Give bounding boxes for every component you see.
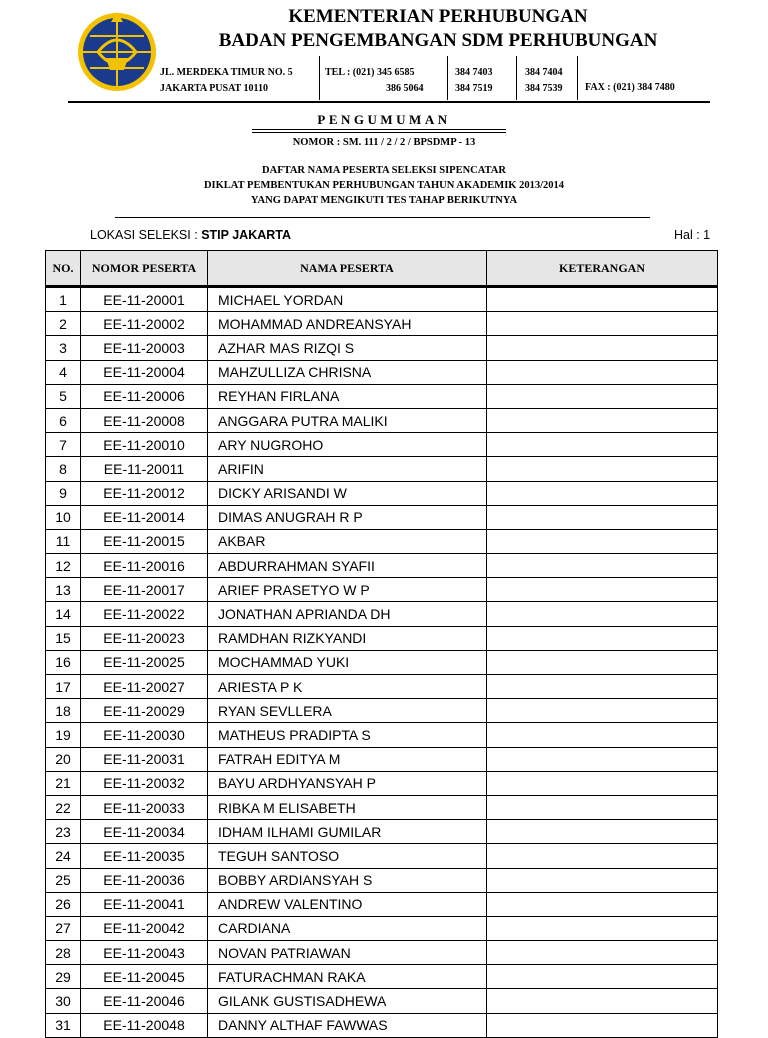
- table-row: [46, 578, 718, 602]
- table-row: [46, 360, 718, 384]
- column-header-remarks: KETERANGAN: [487, 251, 718, 287]
- participant-name: DANNY ALTHAF FAWWAS: [208, 1013, 487, 1037]
- participant-number: EE-11-20016: [81, 554, 208, 578]
- description-line-3: YANG DAPAT MENGIKUTI TES TAHAP BERIKUTNYA: [250, 195, 518, 206]
- remarks-cell: [487, 699, 718, 723]
- participant-name: FATRAH EDITYA M: [208, 747, 487, 771]
- participant-number: EE-11-20043: [81, 941, 208, 965]
- table-row: [46, 505, 718, 529]
- remarks-cell: [487, 481, 718, 505]
- table-row: [46, 771, 718, 795]
- table-row: [46, 650, 718, 674]
- remarks-cell: [487, 457, 718, 481]
- table-row: [46, 820, 718, 844]
- table-row: [46, 675, 718, 699]
- remarks-cell: [487, 916, 718, 940]
- row-number: 10: [46, 505, 81, 529]
- row-number: 21: [46, 771, 81, 795]
- remarks-cell: [487, 675, 718, 699]
- remarks-cell: [487, 505, 718, 529]
- participant-name: CARDIANA: [208, 916, 487, 940]
- remarks-cell: [487, 287, 718, 312]
- telephone-6: 384 7539: [525, 83, 563, 94]
- table-row: [46, 941, 718, 965]
- participant-name: ARIESTA P K: [208, 675, 487, 699]
- telephone-3: 384 7403: [455, 67, 493, 78]
- remarks-cell: [487, 844, 718, 868]
- participant-name: ARIEF PRASETYO W P: [208, 578, 487, 602]
- column-header-participant-name: NAMA PESERTA: [208, 251, 487, 287]
- row-number: 16: [46, 650, 81, 674]
- announcement-title: PENGUMUMAN: [317, 112, 451, 127]
- telephone-2: 386 5064: [386, 83, 424, 94]
- participant-number: EE-11-20012: [81, 481, 208, 505]
- table-row: [46, 384, 718, 408]
- participant-name: MAHZULLIZA CHRISNA: [208, 360, 487, 384]
- participant-number: EE-11-20003: [81, 336, 208, 360]
- table-row: [46, 433, 718, 457]
- page-number: Hal : 1: [674, 228, 711, 242]
- table-row: [46, 723, 718, 747]
- remarks-cell: [487, 941, 718, 965]
- divider: [319, 56, 320, 100]
- column-header-no: NO.: [46, 251, 81, 287]
- table-row: [46, 554, 718, 578]
- table-row: [46, 892, 718, 916]
- location-label: LOKASI SELEKSI :: [90, 228, 198, 242]
- participant-number: EE-11-20017: [81, 578, 208, 602]
- participant-number: EE-11-20031: [81, 747, 208, 771]
- section-rule: [115, 217, 650, 218]
- participant-name: IDHAM ILHAMI GUMILAR: [208, 820, 487, 844]
- table-row: [46, 408, 718, 432]
- remarks-cell: [487, 312, 718, 336]
- participant-name: DICKY ARISANDI W: [208, 481, 487, 505]
- participant-number: EE-11-20010: [81, 433, 208, 457]
- table-header-row: [46, 251, 718, 287]
- table-row: [46, 916, 718, 940]
- divider: [516, 56, 517, 100]
- remarks-cell: [487, 433, 718, 457]
- remarks-cell: [487, 336, 718, 360]
- table-row: [46, 699, 718, 723]
- participant-name: GILANK GUSTISADHEWA: [208, 989, 487, 1013]
- column-header-participant-number: NOMOR PESERTA: [81, 251, 208, 287]
- table-row: [46, 336, 718, 360]
- participant-name: AZHAR MAS RIZQI S: [208, 336, 487, 360]
- row-number: 3: [46, 336, 81, 360]
- table-row: [46, 529, 718, 553]
- participant-name: MICHAEL YORDAN: [208, 287, 487, 312]
- remarks-cell: [487, 602, 718, 626]
- participant-name: JONATHAN APRIANDA DH: [208, 602, 487, 626]
- participant-number: EE-11-20048: [81, 1013, 208, 1037]
- row-number: 29: [46, 965, 81, 989]
- participant-number: EE-11-20034: [81, 820, 208, 844]
- table-row: [46, 747, 718, 771]
- participant-number: EE-11-20041: [81, 892, 208, 916]
- telephone-main: TEL : (021) 345 6585: [325, 67, 415, 78]
- table-row: [46, 989, 718, 1013]
- participant-number: EE-11-20030: [81, 723, 208, 747]
- row-number: 14: [46, 602, 81, 626]
- announcement-number: NOMOR : SM. 111 / 2 / 2 / BPSDMP - 13: [292, 137, 476, 148]
- participant-number: EE-11-20001: [81, 287, 208, 312]
- participant-name: REYHAN FIRLANA: [208, 384, 487, 408]
- row-number: 28: [46, 941, 81, 965]
- participant-number: EE-11-20011: [81, 457, 208, 481]
- participant-name: ARY NUGROHO: [208, 433, 487, 457]
- table-row: [46, 965, 718, 989]
- participant-name: ABDURRAHMAN SYAFII: [208, 554, 487, 578]
- remarks-cell: [487, 554, 718, 578]
- remarks-cell: [487, 408, 718, 432]
- table-row: [46, 795, 718, 819]
- table-row: [46, 457, 718, 481]
- telephone-4: 384 7519: [455, 83, 493, 94]
- row-number: 5: [46, 384, 81, 408]
- participant-number: EE-11-20004: [81, 360, 208, 384]
- row-number: 22: [46, 795, 81, 819]
- remarks-cell: [487, 723, 718, 747]
- remarks-cell: [487, 795, 718, 819]
- row-number: 27: [46, 916, 81, 940]
- participant-number: EE-11-20036: [81, 868, 208, 892]
- remarks-cell: [487, 771, 718, 795]
- remarks-cell: [487, 626, 718, 650]
- participant-name: MOCHAMMAD YUKI: [208, 650, 487, 674]
- participant-name: NOVAN PATRIAWAN: [208, 941, 487, 965]
- description-line-1: DAFTAR NAMA PESERTA SELEKSI SIPENCATAR: [262, 165, 506, 176]
- participant-number: EE-11-20025: [81, 650, 208, 674]
- participant-name: TEGUH SANTOSO: [208, 844, 487, 868]
- remarks-cell: [487, 384, 718, 408]
- row-number: 7: [46, 433, 81, 457]
- row-number: 18: [46, 699, 81, 723]
- remarks-cell: [487, 989, 718, 1013]
- participant-name: RIBKA M ELISABETH: [208, 795, 487, 819]
- table-row: [46, 602, 718, 626]
- table-row: [46, 868, 718, 892]
- title-underline: [252, 129, 506, 130]
- row-number: 4: [46, 360, 81, 384]
- remarks-cell: [487, 965, 718, 989]
- participant-number: EE-11-20042: [81, 916, 208, 940]
- table-row: [46, 312, 718, 336]
- row-number: 2: [46, 312, 81, 336]
- participant-table: [45, 250, 718, 1038]
- remarks-cell: [487, 650, 718, 674]
- row-number: 26: [46, 892, 81, 916]
- selection-location: [90, 228, 291, 242]
- participant-name: ANDREW VALENTINO: [208, 892, 487, 916]
- participant-number: EE-11-20023: [81, 626, 208, 650]
- description-line-2: DIKLAT PEMBENTUKAN PERHUBUNGAN TAHUN AKADEMIK 2013/2014: [203, 180, 565, 191]
- telephone-5: 384 7404: [525, 67, 563, 78]
- table-row: [46, 287, 718, 312]
- participant-number: EE-11-20046: [81, 989, 208, 1013]
- participant-name: ANGGARA PUTRA MALIKI: [208, 408, 487, 432]
- participant-name: RYAN SEVLLERA: [208, 699, 487, 723]
- divider: [577, 56, 578, 100]
- row-number: 20: [46, 747, 81, 771]
- divider: [447, 56, 448, 100]
- row-number: 6: [46, 408, 81, 432]
- remarks-cell: [487, 578, 718, 602]
- table-row: [46, 844, 718, 868]
- row-number: 23: [46, 820, 81, 844]
- participant-number: EE-11-20045: [81, 965, 208, 989]
- participant-name: BAYU ARDHYANSYAH P: [208, 771, 487, 795]
- row-number: 24: [46, 844, 81, 868]
- row-number: 11: [46, 529, 81, 553]
- remarks-cell: [487, 868, 718, 892]
- address-line-2: JAKARTA PUSAT 10110: [160, 83, 268, 94]
- row-number: 8: [46, 457, 81, 481]
- header-rule: [68, 101, 710, 103]
- participant-name: MOHAMMAD ANDREANSYAH: [208, 312, 487, 336]
- agency-name: BADAN PENGEMBANGAN SDM PERHUBUNGAN: [218, 30, 658, 51]
- row-number: 9: [46, 481, 81, 505]
- row-number: 17: [46, 675, 81, 699]
- title-underline: [252, 132, 506, 133]
- participant-number: EE-11-20029: [81, 699, 208, 723]
- remarks-cell: [487, 820, 718, 844]
- remarks-cell: [487, 360, 718, 384]
- remarks-cell: [487, 892, 718, 916]
- participant-number: EE-11-20006: [81, 384, 208, 408]
- remarks-cell: [487, 747, 718, 771]
- participant-name: BOBBY ARDIANSYAH S: [208, 868, 487, 892]
- participant-name: ARIFIN: [208, 457, 487, 481]
- participant-number: EE-11-20008: [81, 408, 208, 432]
- row-number: 15: [46, 626, 81, 650]
- participant-number: EE-11-20033: [81, 795, 208, 819]
- participant-number: EE-11-20032: [81, 771, 208, 795]
- participant-number: EE-11-20015: [81, 529, 208, 553]
- participant-name: RAMDHAN RIZKYANDI: [208, 626, 487, 650]
- ministry-logo: [76, 8, 158, 98]
- participant-name: DIMAS ANUGRAH R P: [208, 505, 487, 529]
- participant-number: EE-11-20014: [81, 505, 208, 529]
- remarks-cell: [487, 1013, 718, 1037]
- row-number: 1: [46, 287, 81, 312]
- row-number: 30: [46, 989, 81, 1013]
- table-row: [46, 1013, 718, 1037]
- fax-number: FAX : (021) 384 7480: [585, 82, 675, 93]
- row-number: 12: [46, 554, 81, 578]
- participant-number: EE-11-20022: [81, 602, 208, 626]
- address-line-1: JL. MERDEKA TIMUR NO. 5: [160, 67, 293, 78]
- ministry-name: KEMENTERIAN PERHUBUNGAN: [288, 6, 588, 27]
- row-number: 19: [46, 723, 81, 747]
- table-row: [46, 481, 718, 505]
- participant-name: MATHEUS PRADIPTA S: [208, 723, 487, 747]
- participant-name: FATURACHMAN RAKA: [208, 965, 487, 989]
- remarks-cell: [487, 529, 718, 553]
- row-number: 13: [46, 578, 81, 602]
- row-number: 31: [46, 1013, 81, 1037]
- participant-number: EE-11-20002: [81, 312, 208, 336]
- participant-number: EE-11-20035: [81, 844, 208, 868]
- table-row: [46, 626, 718, 650]
- participant-number: EE-11-20027: [81, 675, 208, 699]
- row-number: 25: [46, 868, 81, 892]
- participant-name: AKBAR: [208, 529, 487, 553]
- location-value: STIP JAKARTA: [201, 228, 292, 242]
